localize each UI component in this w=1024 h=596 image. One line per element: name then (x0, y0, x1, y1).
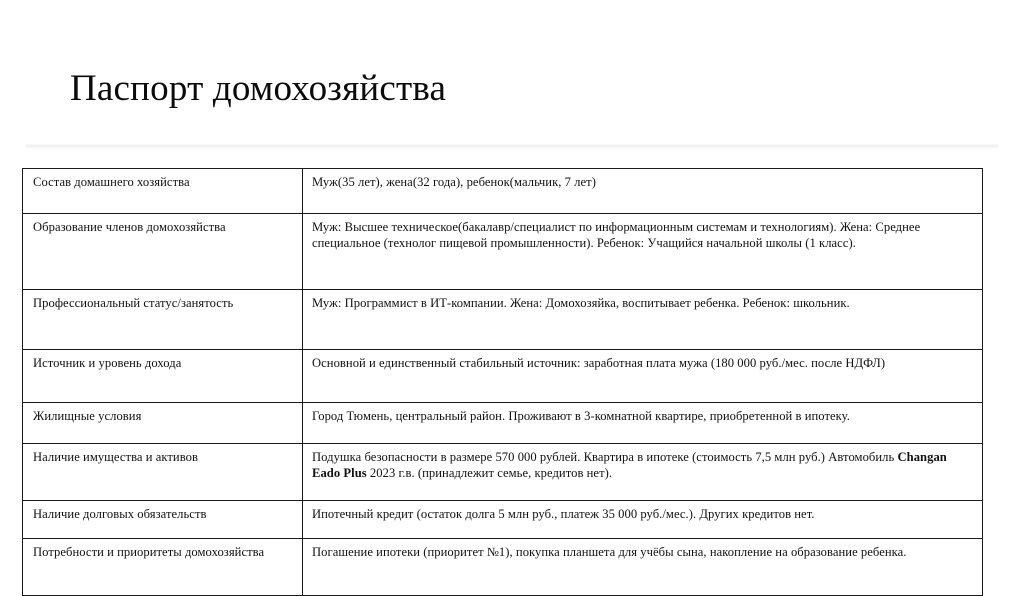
row-value-assets (303, 444, 983, 501)
row-value-professional-status: Муж: Программист в ИТ-компании. Жена: Домохозяйка, воспитывает ребенка. Ребенок: школьник. (303, 290, 983, 350)
row-value-needs-priorities: Погашение ипотеки (приоритет №1), покупка планшета для учёбы сына, накопление на образование ребенка. (303, 539, 983, 596)
row-label-debt-obligations: Наличие долговых обязательств (23, 501, 303, 539)
household-passport-table (22, 168, 983, 596)
table-row (23, 350, 983, 403)
title-divider (26, 144, 998, 147)
row-value-debt-obligations: Ипотечный кредит (остаток долга 5 млн руб., платеж 35 000 руб./мес.). Других кредитов нет. (303, 501, 983, 539)
row-value-education: Муж: Высшее техническое(бакалавр/специалист по информационным системам и технологиям). Жена: Среднее специальное (технолог пищевой промышленности). Ребенок: Учащийся начальной школы (1 класс). (303, 214, 983, 290)
row-label-professional-status: Профессиональный статус/занятость (23, 290, 303, 350)
table-row (23, 539, 983, 596)
row-label-income-source: Источник и уровень дохода (23, 350, 303, 403)
assets-car-brand: Changan Eado Plus (312, 450, 947, 481)
table-row (23, 290, 983, 350)
row-label-education: Образование членов домохозяйства (23, 214, 303, 290)
table-row (23, 444, 983, 501)
assets-text-after-brand: 2023 г.в. (принадлежит семье, кредитов нет). (366, 466, 613, 481)
row-value-income-source: Основной и единственный стабильный источник: заработная плата мужа (180 000 руб./мес. после НДФЛ) (303, 350, 983, 403)
row-label-assets: Наличие имущества и активов (23, 444, 303, 501)
row-label-housing-conditions: Жилищные условия (23, 403, 303, 444)
assets-text-before-brand: Подушка безопасности в размере 570 000 рублей. Квартира в ипотеке (стоимость 7,5 млн руб.) Автомобиль (312, 450, 898, 464)
table-row (23, 169, 983, 214)
row-value-housing-conditions: Город Тюмень, центральный район. Проживают в 3-комнатной квартире, приобретенной в ипотеку. (303, 403, 983, 444)
table-row (23, 214, 983, 290)
table-row (23, 403, 983, 444)
table-row (23, 501, 983, 539)
row-value-household-composition: Муж(35 лет), жена(32 года), ребенок(мальчик, 7 лет) (303, 169, 983, 214)
row-label-needs-priorities: Потребности и приоритеты домохозяйства (23, 539, 303, 596)
page-title: Паспорт домохозяйства (70, 67, 447, 109)
row-label-household-composition: Состав домашнего хозяйства (23, 169, 303, 214)
table-body (23, 169, 983, 596)
